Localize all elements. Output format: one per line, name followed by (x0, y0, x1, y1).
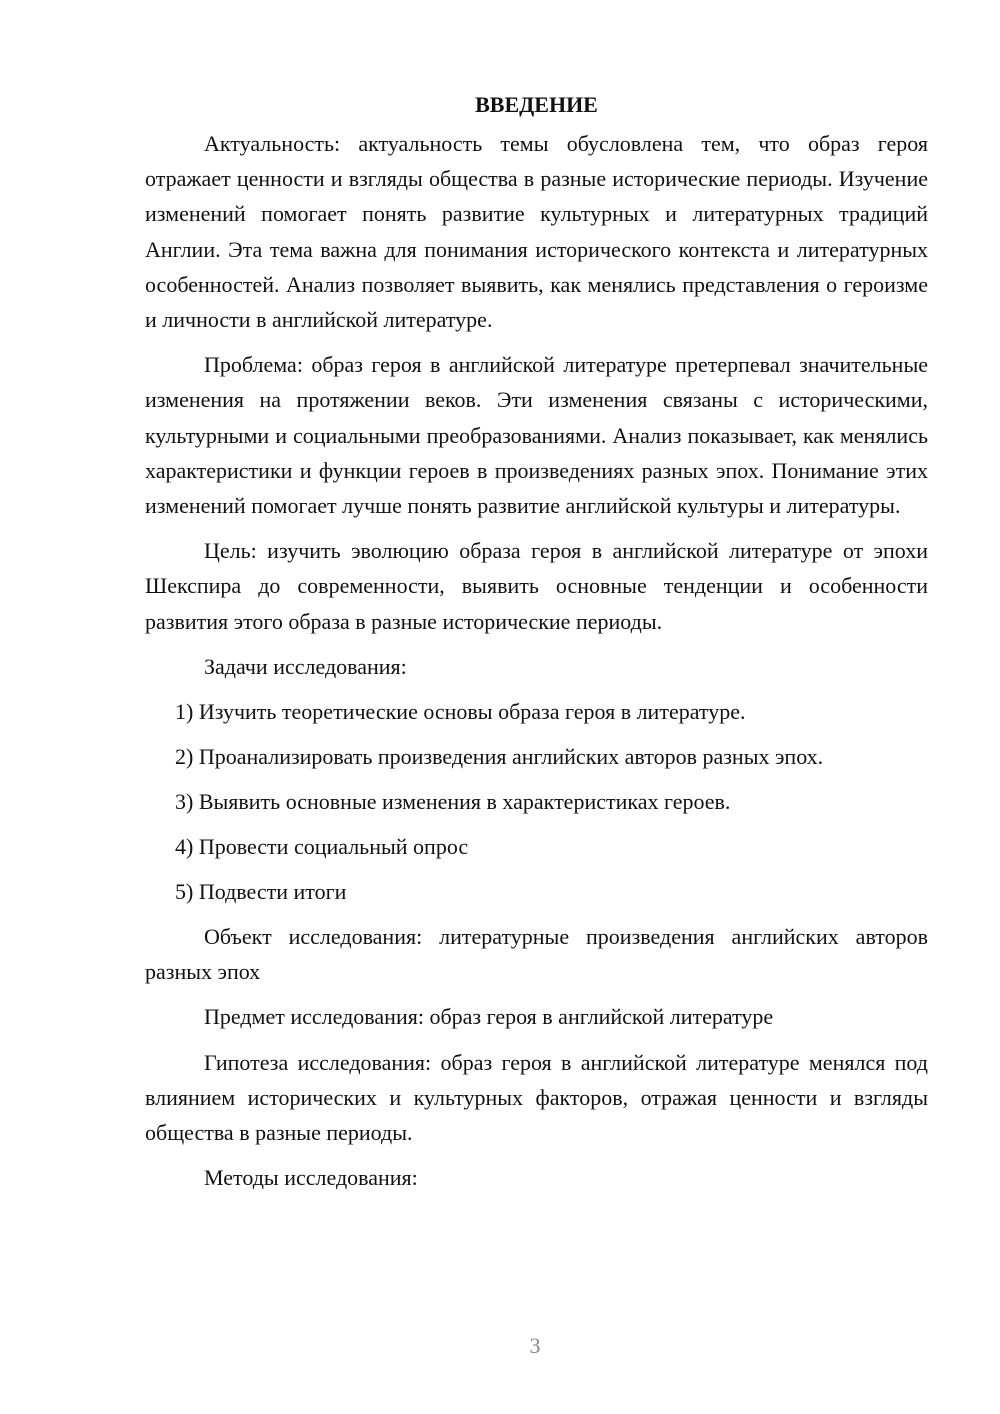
object-paragraph: Объект исследования: литературные произведения английских авторов разных эпох (145, 924, 928, 985)
task-item: 5) Подвести итоги (175, 879, 347, 905)
task-list (145, 694, 928, 909)
relevance-paragraph: Актуальность: актуальность темы обусловлена тем, что образ героя отражает ценности и взгляды общества в разные исторические периоды. Изучение изменений помогает понять развитие культурных и литературных традиций Англии. Эта тема важна для понимания исторического контекста и литературных особенностей. Анализ позволяет выявить, как менялись представления о героизме и личности в английской литературе. (145, 131, 928, 333)
page-number: 3 (529, 1333, 541, 1358)
task-item: 3) Выявить основные изменения в характеристиках героев. (175, 789, 731, 815)
tasks-heading: Задачи исследования: (204, 653, 407, 679)
task-item: 1) Изучить теоретические основы образа героя в литературе. (175, 699, 746, 725)
problem-paragraph: Проблема: образ героя в английской литературе претерпевал значительные изменения на протяжении веков. Эти изменения связаны с историческими, культурными и социальными преобразованиями. Анализ показывает, как менялись характеристики и функции героев в произведениях разных эпох. Понимание этих изменений помогает лучше понять развитие английской культуры и литературы. (145, 352, 928, 519)
document-page (145, 90, 928, 1205)
hypothesis-paragraph: Гипотеза исследования: образ героя в английской литературе менялся под влиянием исторических и культурных факторов, отражая ценности и взгляды общества в разные периоды. (145, 1049, 928, 1146)
page-title: ВВЕДЕНИЕ (475, 92, 598, 117)
task-item: 4) Провести социальный опрос (175, 834, 469, 860)
methods-paragraph: Методы исследования: (204, 1165, 418, 1191)
subject-paragraph: Предмет исследования: образ героя в английской литературе (204, 1004, 774, 1030)
goal-paragraph: Цель: изучить эволюцию образа героя в английской литературе от эпохи Шекспира до современности, выявить основные тенденции и особенности развития этого образа в разные исторические периоды. (145, 538, 928, 634)
task-item: 2) Проанализировать произведения английских авторов разных эпох. (175, 744, 824, 770)
